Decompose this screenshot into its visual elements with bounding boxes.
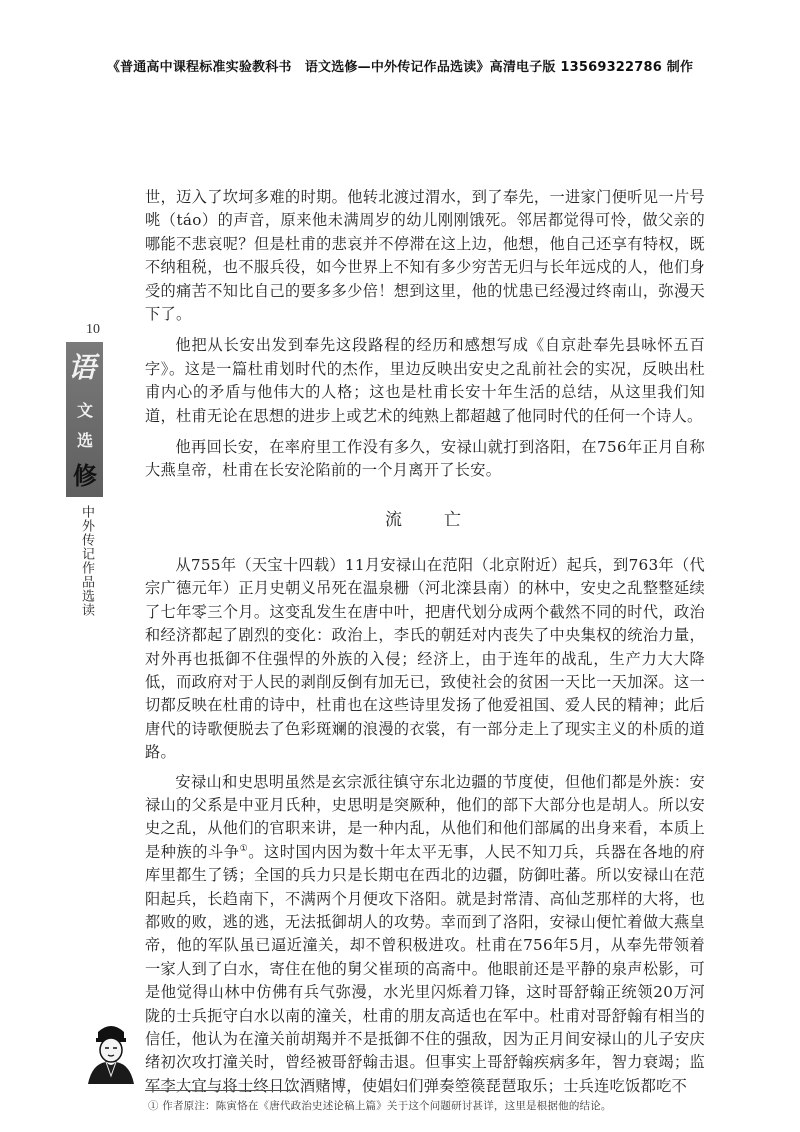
footnote-marker: ① xyxy=(239,843,249,854)
body-paragraph: 他把从长安出发到奉先这段路程的经历和感想写成《自京赴奉先县咏怀五百字》。这是一篇杜甫划时代的杰作，里边反映出安史之乱前社会的实况，反映出杜甫内心的矛盾与他伟大的人格；这也是杜甫长安十年生活的总结，从这里我们知道，杜甫无论在思想的进步上或艺术的纯熟上都超越了他同时代的任何一个诗人。 xyxy=(145,336,705,425)
paragraph-text: 。这时国内因为数十年太平无事，人民不知刀兵，兵器在各地的府库里都生了锈；全国的兵力只是长期屯在西北的边疆，防御吐蕃。所以安禄山在范阳起兵，长趋南下，不满两个月便攻下洛阳。就是封常清、高仙芝那样的大将，也都败的败，逃的逃，无法抵御胡人的攻势。幸而到了洛阳，安禄山便忙着做大燕皇帝，他的军队虽已逼近潼关，却不曾积极进攻。杜甫在756年5月，从奉先带领着一家人到了白水，寄住在他的舅父崔顼的高斋中。他眼前还是平静的泉声松影，可是他觉得山林中仿佛有兵气弥漫，水光里闪烁着刀锋，这时哥舒翰正统领20万河陇的士兵扼守白水以南的潼关，杜甫的朋友高适也在军中。杜甫对哥舒翰有相当的信任，他认为在潼关前胡羯并不是抵御不住的强敌，因为正月间安禄山的儿子安庆绪初次攻打潼关时，曾经被哥舒翰击退。但事实上哥舒翰疾病多年，智力衰竭；监军李大宜与将士终日饮酒赌博，使娼妇们弹奏箜篌琵琶取乐；士兵连吃饭都吃不 xyxy=(145,842,705,1095)
footnote-divider xyxy=(145,1090,295,1091)
body-paragraph: 从755年（天宝十四载）11月安禄山在范阳（北京附近）起兵，到763年（代宗广德元年）正月史朝义吊死在温泉栅（河北滦县南）的林中，安史之乱整整延续了七年零三个月。这变乱发生在唐中叶，把唐代划分成两个截然不同的时代，政治和经济都起了剧烈的变化：政治上，李氏的朝廷对内丧失了中央集权的统治力量，对外再也抵御不住强悍的外族的入侵；经济上，由于连年的战乱，生产力大大降低，而政府对于人民的剥削反倒有加无已，致使社会的贫困一天比一天加深。这一切都反映在杜甫的诗中，杜甫也在这些诗里发扬了他爱祖国、爱人民的精神；此后唐代的诗歌便脱去了色彩斑斓的浪漫的衣裳，有一部分走上了现实主义的朴质的道路。 xyxy=(145,555,705,762)
body-paragraph xyxy=(145,771,705,1099)
body-paragraph: 世，迈入了坎坷多难的时期。他转北渡过渭水，到了奉先，一进家门便听见一片号咷（táo）的声音，原来他未满周岁的幼儿刚刚饿死。邻居都觉得可怜，做父亲的哪能不悲哀呢？但是杜甫的悲哀并不停滞在这上边，他想，他自己还享有特权，既不纳租税，也不服兵役，如今世界上不知有多少穷苦无归与长年远戍的人，他们身受的痛苦不知比自己的要多多少倍！想到这里，他的忧患已经漫过终南山，弥漫天下了。 xyxy=(145,188,705,324)
page-number: 10 xyxy=(86,322,100,337)
body-paragraph: 他再回长安，在率府里工作没有多久，安禄山就打到洛阳，在756年正月自称大燕皇帝，杜甫在长安沦陷前的一个月离开了长安。 xyxy=(145,438,705,480)
page-header: 《普通高中课程标准实验教科书 语文选修—中外传记作品选读》高清电子版 13569322786 制作 xyxy=(106,60,694,75)
side-tab-char: 修 xyxy=(73,461,97,490)
paragraph-text: 安禄山和史思明虽然是玄宗派往镇守东北边疆的节度使，但他们都是外族：安禄山的父系是中亚月氏种，史思明是突厥种，他们的部下大部分也是胡人。所以安史之乱，从他们的官职来讲，是一种内乱，从他们和他们部属的出身来看，本质上是种族的斗争 xyxy=(145,772,705,861)
scholar-portrait-icon xyxy=(84,1020,138,1084)
main-content xyxy=(145,186,705,1098)
footnote: ① 作者原注：陈寅恪在《唐代政治史述论稿上篇》关于这个问题研讨甚详，这里是根据他的结论。 xyxy=(148,1100,612,1112)
side-tab-char: 语 xyxy=(68,351,97,384)
portrait-illustration xyxy=(84,1020,138,1084)
side-tab-char: 文 xyxy=(77,401,94,420)
section-heading: 流亡 xyxy=(385,509,503,530)
side-tab xyxy=(66,342,103,497)
side-tab-subtitle: 中外传记作品选读 xyxy=(79,505,94,617)
side-tab-char: 选 xyxy=(77,431,94,450)
